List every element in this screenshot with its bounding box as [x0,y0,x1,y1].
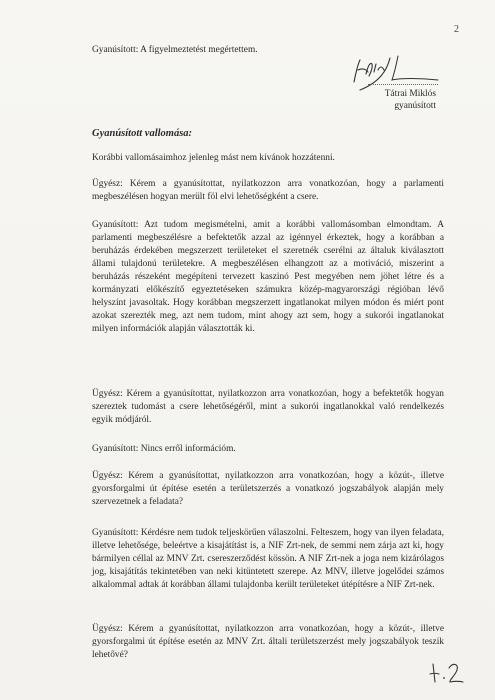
handwritten-signature [340,52,440,92]
paragraph: Ügyész: Kérem a gyanúsítottat, nyilatkozzon arra vonatkozóan, hogy a parlamenti megbeszélésen hogyan merült föl elvi lehetőségként a csere. [92,179,444,202]
signature-block [316,88,436,112]
paragraph: Gyanúsított: Nincs erről információm. [92,444,236,454]
paragraph: Gyanúsított: Azt tudom megismételni, amit a korábbi vallomásomban elmondtam. A parlamenti megbeszélésre a befektetők azzal az igénnyel érkeztek, hogy a korábban a beruházás érdekében megszerzett területeket el szeretnék cserélni az általuk kiválasztott állami tulajdonú területekre. A megbeszélésen elhangzott az a motiváció, miszerint a beruházás részeként megépíteni tervezett kaszinó Pest megyében nem jöhet létre és a kormányzati előkészítő egyeztetéseken számukra közép-magyarországi régióban lévő helyszínt javasoltak. Hogy korábban megszerzett ingatlanokat milyen módon és miért pont azokat szerezték meg, azt nem tudom, mint ahogy azt sem, hogy a sukorói ingatlanokat milyen információk alapján választották ki. [92,220,444,334]
signatory-name: Tátrai Miklós [384,89,436,99]
signature-line [368,84,438,85]
section-heading: Gyanúsított vallomása: [92,128,193,139]
paragraph: Korábbi vallomásaimhoz jelenleg mást nem kívánok hozzátenni. [92,153,335,163]
paragraph: Ügyész: Kérem a gyanúsítottat, nyilatkozzon arra vonatkozóan, hogy a befektetők hogyan szereztek tudomást a csere lehetőségéről, mint a sukorói ingatlanokkal való rendelkezés egyik módjáról. [92,389,444,425]
paragraph: Ügyész: Kérem a gyanúsítottat, nyilatkozzon arra vonatkozóan, hogy a közút-, illetve gyorsforgalmi út építése esetén a területszerzés a vonatkozó jogszabályok alapján mely szervezetnek a feladata? [92,471,444,507]
statement-acknowledgement: Gyanúsított: A figyelmeztetést megértettem. [92,45,258,55]
signatory-role: gyanúsított [394,101,436,111]
handwritten-initials [427,660,467,686]
paragraph: Ügyész: Kérem a gyanúsítottat, nyilatkozzon arra vonatkozóan, hogy a közút-, illetve gyorsforgalmi út építése esetén az MNV Zrt. általi területszerzést mely jogszabályok teszik lehetővé? [92,624,444,660]
paragraph: Gyanúsított: Kérdésre nem tudok teljeskörűen válaszolni. Felteszem, hogy van ilyen feladata, illetve lehetősége, beleértve a kisajátítást is, a NIF Zrt-nek, de semmi nem zárja azt ki, hogy bármilyen céllal az MNV Zrt. csereszerződést kössön. A NIF Zrt-nek a joga nem kizárólagos jog, kisajátítás tekintetében van neki kitüntetett szerepe. Az MNV, illetve jogelődei számos alkalommal adtak át korábban állami tulajdonba került területeket útépítésre a NIF Zrt-nek. [92,528,444,590]
page-number: 2 [454,24,459,35]
